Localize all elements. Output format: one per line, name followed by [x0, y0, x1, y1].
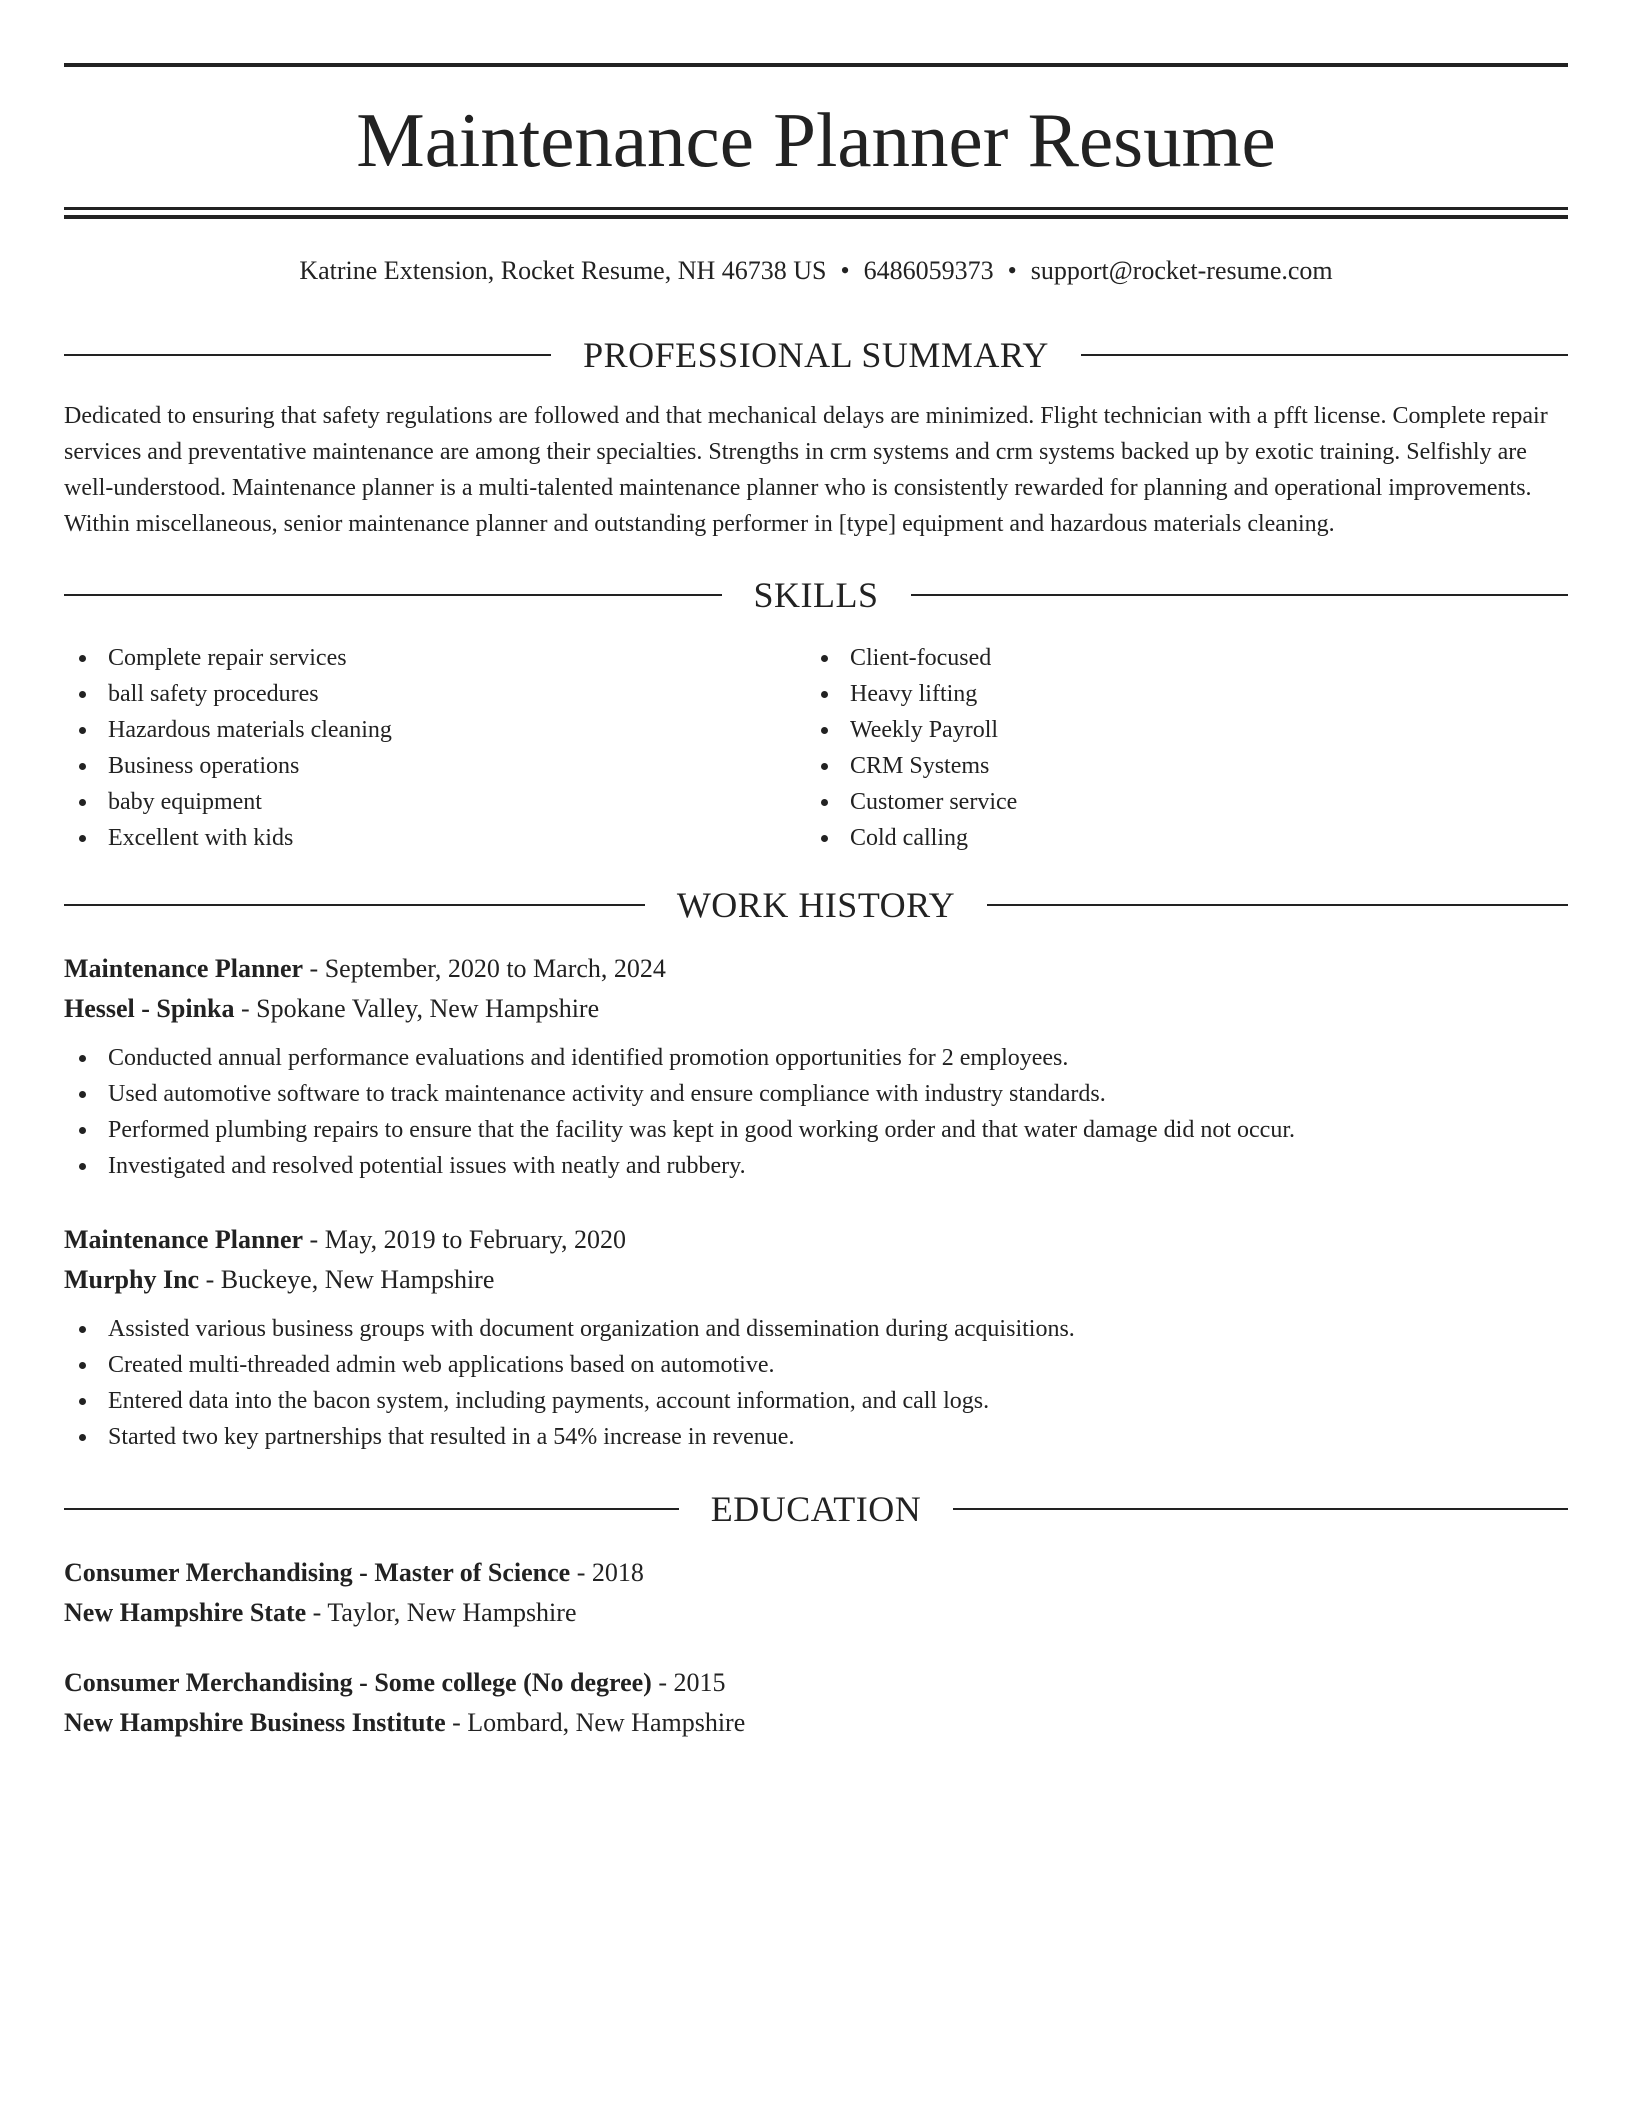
section-header-skills: [64, 575, 1568, 615]
skill-item: ball safety procedures: [64, 676, 806, 712]
work-bullet: Started two key partnerships that resulted in a 54% increase in revenue.: [64, 1419, 1568, 1455]
work-entry: [64, 949, 1568, 1184]
section-rule: [64, 594, 722, 596]
section-header-summary: [64, 335, 1568, 375]
section-rule: [987, 904, 1568, 906]
contact-address: Katrine Extension, Rocket Resume, NH 46738 US: [299, 256, 827, 285]
work-location: - Spokane Valley, New Hampshire: [234, 994, 600, 1023]
section-title-education: EDUCATION: [710, 1489, 922, 1529]
work-role: Maintenance Planner: [64, 1225, 304, 1254]
skill-item: Weekly Payroll: [806, 712, 1548, 748]
work-title-row: [64, 1220, 1568, 1260]
resume-title: Maintenance Planner Resume: [356, 97, 1276, 183]
education-school-row: [64, 1703, 1568, 1743]
work-bullet: Conducted annual performance evaluations and identified promotion opportunities for 2 employees.: [64, 1040, 1568, 1076]
education-year: - 2015: [651, 1668, 726, 1697]
work-dates: - May, 2019 to February, 2020: [303, 1225, 627, 1254]
work-role: Maintenance Planner: [64, 954, 304, 983]
work-bullet: Performed plumbing repairs to ensure that the facility was kept in good working order and that water damage did not occur.: [64, 1112, 1568, 1148]
contact-phone: 6486059373: [863, 256, 994, 285]
section-rule: [911, 594, 1569, 596]
work-bullets: [64, 1311, 1568, 1455]
contact-separator: •: [840, 256, 850, 285]
skill-item: Customer service: [806, 784, 1548, 820]
education-degree: Consumer Merchandising - Master of Science: [64, 1558, 571, 1587]
education-school: New Hampshire State: [64, 1598, 307, 1627]
work-bullet: Used automotive software to track maintenance activity and ensure compliance with industry standards.: [64, 1076, 1568, 1112]
section-title-work: WORK HISTORY: [676, 885, 956, 925]
skill-item: Excellent with kids: [64, 820, 806, 856]
education-degree: Consumer Merchandising - Some college (No degree): [64, 1668, 652, 1697]
work-entry: [64, 1220, 1568, 1455]
skill-item: Business operations: [64, 748, 806, 784]
work-bullet: Entered data into the bacon system, including payments, account information, and call logs.: [64, 1383, 1568, 1419]
work-company-row: [64, 1260, 1568, 1300]
title-rule-lower: [64, 215, 1568, 219]
section-rule: [64, 1508, 679, 1510]
education-entry: [64, 1553, 1568, 1633]
skills-list: [64, 640, 1568, 856]
contact-line: [64, 254, 1568, 288]
section-title-summary: PROFESSIONAL SUMMARY: [583, 335, 1049, 375]
education-school: New Hampshire Business Institute: [64, 1708, 446, 1737]
education-degree-row: [64, 1553, 1568, 1593]
work-bullet: Assisted various business groups with document organization and dissemination during acquisitions.: [64, 1311, 1568, 1347]
skill-item: baby equipment: [64, 784, 806, 820]
education-year: - 2018: [570, 1558, 644, 1587]
work-bullet: Investigated and resolved potential issues with neatly and rubbery.: [64, 1148, 1568, 1184]
education-degree-row: [64, 1663, 1568, 1703]
section-title-skills: SKILLS: [753, 575, 879, 615]
summary-text: Dedicated to ensuring that safety regulations are followed and that mechanical delays are minimized. Flight technician with a pfft license. Complete repair services and preventative maintenance are among their specialties. Strengths in crm systems and crm systems backed up by exotic training. Selfishly are well-understood. Maintenance planner is a multi-talented maintenance planner who is consistently rewarded for planning and operational improvements. Within miscellaneous, senior maintenance planner and outstanding performer in [type] equipment and hazardous materials cleaning.: [64, 403, 1548, 537]
skill-item: Cold calling: [806, 820, 1548, 856]
work-company: Hessel - Spinka: [64, 994, 235, 1023]
title-rule-upper: [64, 207, 1568, 210]
section-header-education: [64, 1489, 1568, 1529]
work-company-row: [64, 989, 1568, 1029]
skills-column-right: [806, 640, 1548, 856]
education-entry: [64, 1663, 1568, 1743]
section-rule: [64, 354, 551, 356]
skill-item: Heavy lifting: [806, 676, 1548, 712]
skill-item: CRM Systems: [806, 748, 1548, 784]
work-location: - Buckeye, New Hampshire: [199, 1265, 495, 1294]
work-company: Murphy Inc: [64, 1265, 200, 1294]
section-rule: [1081, 354, 1568, 356]
contact-email: support@rocket-resume.com: [1030, 256, 1333, 285]
education-location: - Lombard, New Hampshire: [445, 1708, 746, 1737]
education-location: - Taylor, New Hampshire: [306, 1598, 577, 1627]
section-rule: [64, 904, 645, 906]
top-rule: [64, 63, 1568, 67]
education-school-row: [64, 1593, 1568, 1633]
skill-item: Hazardous materials cleaning: [64, 712, 806, 748]
work-title-row: [64, 949, 1568, 989]
section-rule: [953, 1508, 1568, 1510]
skill-item: Complete repair services: [64, 640, 806, 676]
skill-item: Client-focused: [806, 640, 1548, 676]
work-bullets: [64, 1040, 1568, 1184]
skills-column-left: [64, 640, 806, 856]
contact-separator: •: [1007, 256, 1017, 285]
section-header-work: [64, 885, 1568, 925]
work-bullet: Created multi-threaded admin web applications based on automotive.: [64, 1347, 1568, 1383]
work-dates: - September, 2020 to March, 2024: [303, 954, 666, 983]
